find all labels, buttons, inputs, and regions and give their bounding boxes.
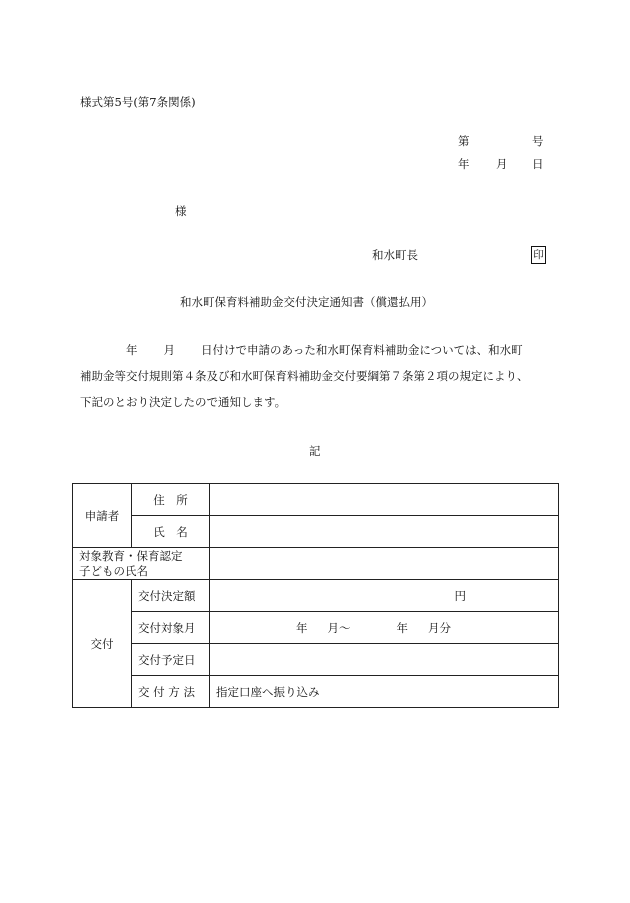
- date-month: 月: [496, 157, 508, 171]
- grant-label: 交付: [73, 580, 132, 708]
- form-label: 様式第5号(第7条関係): [80, 95, 196, 109]
- decision-table: [72, 483, 559, 708]
- scheduled-date-value: [210, 644, 559, 676]
- doc-number-dai: 第: [458, 134, 470, 148]
- name-value: [210, 516, 559, 548]
- issuer: 和水町長: [372, 248, 418, 262]
- decided-amount-value: [210, 580, 559, 612]
- name-label: 氏 名: [132, 516, 210, 548]
- table-row: [73, 644, 559, 676]
- address-value: [210, 484, 559, 516]
- yen-unit: 円: [454, 588, 466, 603]
- table-row: [73, 676, 559, 708]
- body-text: [80, 337, 550, 415]
- table-row: [73, 516, 559, 548]
- body-line-1: 年 月 日付けで申請のあった和水町保育料補助金については、和水町: [126, 343, 523, 357]
- applicant-label: 申請者: [73, 484, 132, 548]
- seal-mark: 印: [531, 246, 546, 264]
- child-name-value: [210, 548, 559, 580]
- method-value: 指定口座へ振り込み: [210, 676, 559, 708]
- body-line-3: 下記のとおり決定したので通知します。: [80, 395, 287, 409]
- doc-number-go: 号: [532, 134, 544, 148]
- table-row: [73, 484, 559, 516]
- target-month-label: 交付対象月: [132, 612, 210, 644]
- address-label: 住 所: [132, 484, 210, 516]
- scheduled-date-label: 交付予定日: [132, 644, 210, 676]
- document-title: 和水町保育料補助金交付決定通知書（償還払用）: [180, 295, 433, 309]
- table-row: [73, 548, 559, 580]
- table-row: [73, 580, 559, 612]
- table-row: [73, 612, 559, 644]
- date-year: 年: [458, 157, 470, 171]
- target-month-value: 年 月〜 年 月分: [210, 612, 559, 644]
- body-line-2: 補助金等交付規則第４条及び和水町保育料補助金交付要綱第７条第２項の規定により、: [80, 369, 529, 383]
- date-day: 日: [532, 157, 544, 171]
- ki-heading: 記: [309, 444, 321, 458]
- recipient-suffix: 様: [175, 204, 187, 218]
- child-name-label: 対象教育・保育認定 子どもの氏名: [73, 548, 210, 580]
- method-label: 交 付 方 法: [132, 676, 210, 708]
- decided-amount-label: 交付決定額: [132, 580, 210, 612]
